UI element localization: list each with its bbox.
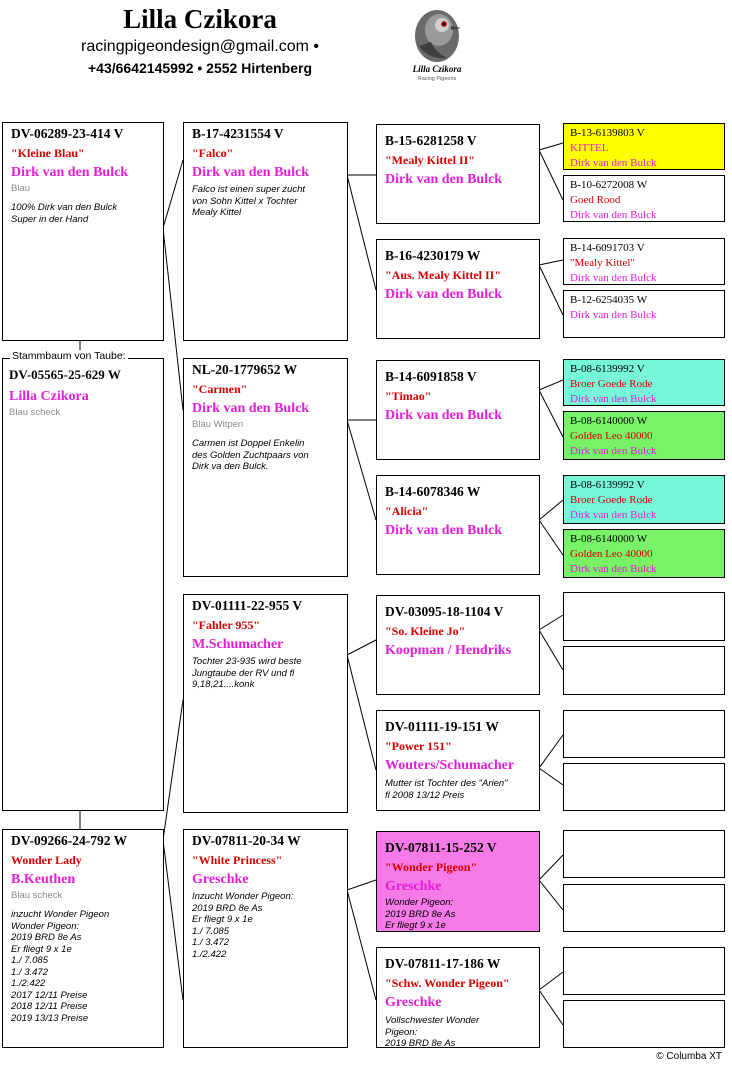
note-line: 1./ 7.085 [11,955,48,966]
gen4-ring: B-08-6140000 W [570,415,648,427]
gen2-breeder: Greschke [192,872,249,887]
gen3-breeder: Wouters/Schumacher [385,758,515,773]
mother-breeder: B.Keuthen [11,872,76,887]
mother-color: Blau scheck [11,890,63,901]
gen3-ring: DV-01111-19-151 W [385,719,499,734]
gen4-card-8[interactable] [563,529,725,578]
gen3-name: "Schw. Wonder Pigeon" [385,976,510,990]
gen4-name: Broer Goede Rode [570,378,653,390]
note-line: Inzucht Wonder Pigeon: [192,891,294,902]
gen4-breeder: Dirk van den Bulck [570,309,657,321]
gen3-breeder: Koopman / Hendriks [385,643,512,658]
gen2-breeder: M.Schumacher [192,637,284,652]
father-ring: DV-06289-23-414 V [11,126,124,141]
gen3-card-2[interactable] [376,239,540,339]
gen4-card-1[interactable] [563,123,725,170]
gen2-ring: B-17-4231554 V [192,126,284,141]
mother-card[interactable] [2,829,164,1048]
note-line: Mealy Kittel [192,207,242,218]
gen2-card-1[interactable] [183,122,348,341]
note-line: 2019 BRD 8e As [192,902,263,914]
father-breeder: Dirk van den Bulck [11,165,129,180]
father-card[interactable] [2,122,164,341]
gen3-name: "Power 151" [385,739,452,753]
note-line: Jungtaube der RV und fl [192,667,295,679]
gen4-card-6[interactable] [563,411,725,460]
gen3-breeder: Dirk van den Bulck [385,172,503,187]
note-line: des Golden Zuchtpaars von [192,449,309,461]
gen3-notes [385,897,531,932]
gen4-ring: B-08-6139992 V [570,363,645,375]
gen4-breeder: Dirk van den Bulck [570,563,657,575]
gen4-name: "Mealy Kittel" [570,257,635,269]
note-line: Carmen ist Doppel Enkelin [192,438,305,449]
note-line: Er fliegt 9 x 1e [385,920,446,931]
gen2-card-2[interactable] [183,358,348,577]
gen4-card-7[interactable] [563,475,725,524]
gen2-ring: DV-01111-22-955 V [192,598,303,613]
gen4-ring: B-12-6254035 W [570,294,648,306]
gen2-card-4[interactable] [183,829,348,1048]
note-line: Er fliegt 9 x 1e [192,914,253,925]
father-color: Blau [11,183,31,194]
note-line: 2017 12/11 Preise [11,989,88,1001]
gen4-card-11[interactable] [563,710,725,758]
note-line: Mutter ist Tochter des "Arien" [385,778,508,789]
gen3-card-6[interactable] [376,710,540,811]
gen4-name: Goed Rood [570,194,621,206]
gen4-breeder: Dirk van den Bulck [570,272,657,284]
stammbaum-label: Stammbaum von Taube: [12,350,126,362]
note-line: 2019 BRD 8e As [385,1038,456,1048]
subject-card[interactable] [2,358,164,811]
email-line: racingpigeondesign@gmail.com • [81,38,319,55]
gen2-card-3[interactable] [183,594,348,813]
gen3-breeder: Dirk van den Bulck [385,287,503,302]
gen4-card-10[interactable] [563,646,725,695]
footer-copyright: © Columba XT [656,1051,722,1062]
gen2-ring: DV-07811-20-34 W [192,833,301,848]
gen4-ring: B-14-6091703 V [570,242,645,254]
note-line: 100% Dirk van den Bulck [11,202,118,213]
gen3-breeder: Dirk van den Bulck [385,523,503,538]
gen4-name: Golden Leo 40000 [570,430,653,442]
gen2-notes [192,184,339,219]
logo-subtext: Racing Pigeons [417,76,457,82]
gen4-name: Broer Goede Rode [570,494,653,506]
gen3-ring: B-16-4230179 W [385,248,481,263]
gen3-card-8[interactable] [376,947,540,1048]
gen4-breeder: Dirk van den Bulck [570,509,657,521]
gen4-card-2[interactable] [563,175,725,222]
father-notes [11,202,155,225]
gen3-notes [385,1015,531,1048]
gen4-card-14[interactable] [563,884,725,932]
note-line: inzucht Wonder Pigeon [11,909,110,920]
gen3-card-4[interactable] [376,475,540,575]
gen4-card-3[interactable] [563,238,725,285]
gen4-card-13[interactable] [563,830,725,878]
note-line: 9,18,21....konk [192,679,255,690]
logo-text: Lilla Czikora [412,64,462,74]
gen3-card-7[interactable] [376,831,540,932]
gen3-ring: B-15-6281258 V [385,133,477,148]
gen4-ring: B-08-6140000 W [570,533,648,545]
gen3-ring: DV-07811-15-252 V [385,840,497,855]
gen3-name: "Alicia" [385,504,429,518]
gen4-card-12[interactable] [563,763,725,811]
gen4-card-16[interactable] [563,1000,725,1048]
gen3-ring: B-14-6078346 W [385,484,481,499]
gen2-notes [192,891,339,960]
gen3-card-3[interactable] [376,360,540,460]
gen3-name: "Timao" [385,389,432,403]
note-line: 2018 12/11 Preise [11,1001,88,1012]
gen4-card-15[interactable] [563,947,725,995]
note-line: Er fliegt 9 x 1e [11,943,72,955]
gen4-card-9[interactable] [563,592,725,641]
gen2-breeder: Dirk van den Bulck [192,401,310,416]
gen3-card-5[interactable] [376,595,540,695]
subject-color: Blau scheck [9,407,61,418]
gen3-breeder: Greschke [385,995,442,1010]
gen3-ring: B-14-6091858 V [385,369,477,384]
gen2-breeder: Dirk van den Bulck [192,165,310,180]
subject-breeder: Lilla Czikora [9,389,89,404]
note-line: Falco ist einen super zucht [192,184,306,195]
mother-name: Wonder Lady [11,853,82,867]
gen3-name: "Mealy Kittel II" [385,153,475,167]
note-line: Pigeon: [385,1026,418,1038]
note-line: 1./ 7.085 [192,925,229,937]
gen3-name: "So. Kleine Jo" [385,624,466,638]
note-line: Wonder Pigeon: [385,897,454,908]
subject-ring: DV-05565-25-629 W [9,367,121,382]
note-line: Dirk va den Bulck. [192,461,269,472]
gen4-ring: B-08-6139992 V [570,479,645,491]
gen4-card-4[interactable] [563,290,725,338]
gen4-breeder: Dirk van den Bulck [570,209,657,221]
mother-ring: DV-09266-24-792 W [11,833,128,848]
gen4-name: Golden Leo 40000 [570,548,653,560]
gen4-ring: B-10-6272008 W [570,179,648,191]
gen3-notes [385,778,531,801]
note-line: 1./2.422 [11,978,46,989]
gen3-breeder: Dirk van den Bulck [385,408,503,423]
note-line: 1./ 3.472 [11,966,48,978]
gen2-ring: NL-20-1779652 W [192,362,298,377]
gen4-breeder: Dirk van den Bulck [570,393,657,405]
gen3-card-1[interactable] [376,124,540,224]
gen4-breeder: Dirk van den Bulck [570,157,657,169]
note-line: 1./2.422 [192,948,227,960]
gen4-breeder: Dirk van den Bulck [570,445,657,457]
gen2-name: "Falco" [192,146,234,160]
gen4-card-5[interactable] [563,359,725,406]
father-name: "Kleine Blau" [11,146,85,160]
mother-notes [11,909,155,1024]
gen3-breeder: Greschke [385,879,442,894]
note-line: von Sohn Kittel x Tochter [192,195,298,207]
gen3-name: "Aus. Mealy Kittel II" [385,268,501,282]
gen3-ring: DV-03095-18-1104 V [385,604,504,619]
gen2-notes [192,656,339,691]
note-line: 1./ 3.472 [192,937,229,948]
note-line: Super in der Hand [11,213,89,225]
gen2-name: "Carmen" [192,382,248,396]
note-line: 2019 13/13 Preise [11,1012,89,1024]
note-line: Vollschwester Wonder [385,1015,480,1026]
gen2-name: "White Princess" [192,853,283,867]
gen2-color: Blau Witpen [192,419,244,430]
page-title: Lilla Czikora [123,4,277,34]
note-line: Tochter 23-935 wird beste [192,656,302,667]
gen3-name: "Wonder Pigeon" [385,860,478,874]
gen3-ring: DV-07811-17-186 W [385,956,501,971]
note-line: 2019 BRD 8e As [385,908,456,920]
gen4-name: KITTEL [570,142,609,154]
note-line: Wonder Pigeon: [11,920,80,932]
note-line: 2019 BRD 8e As [11,932,82,943]
gen2-name: "Fahler 955" [192,618,261,632]
note-line: fl 2008 13/12 Preis [385,789,465,801]
gen2-notes [192,438,339,473]
contact-line: +43/6642145992 • 2552 Hirtenberg [88,60,312,76]
gen4-ring: B-13-6139803 V [570,127,645,139]
